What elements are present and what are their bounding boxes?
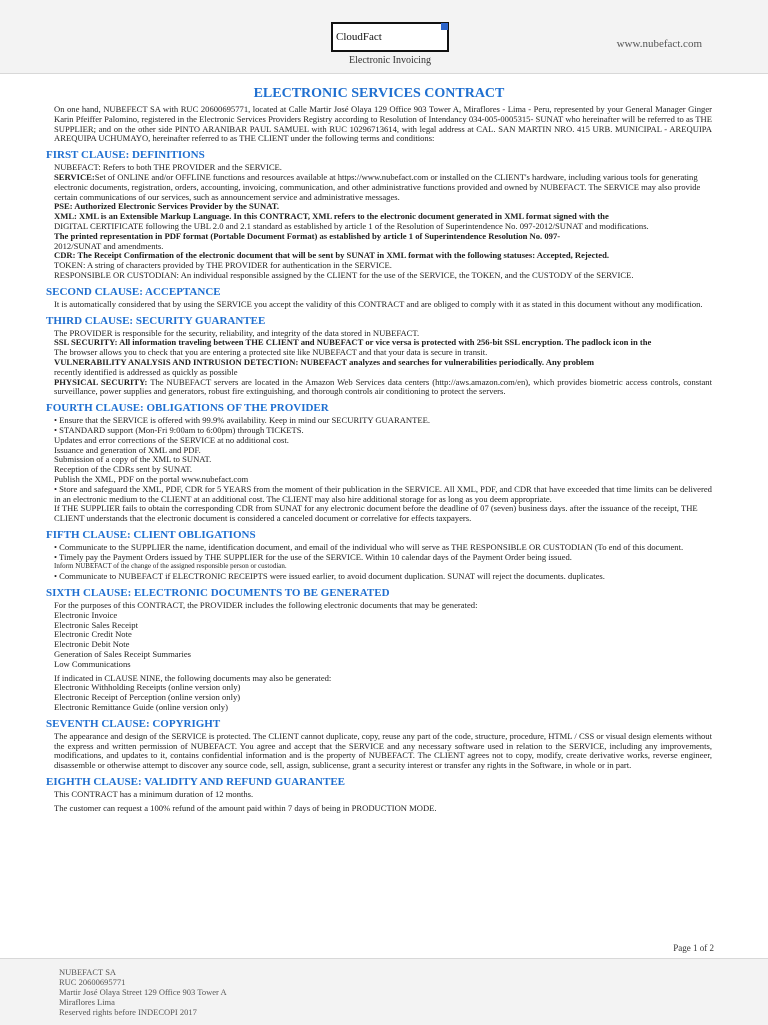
clause-2-line: It is automatically considered that by using the SERVICE you accept the validity of this CONTRACT and are obliged to comply with it as stated in this document without any modification.: [54, 298, 703, 309]
doc-type-item: Generation of Sales Receipt Summaries: [54, 649, 191, 660]
clause-4-line: • Store and safeguard the XML, PDF, CDR for 5 YEARS from the moment of their publication in the SERVICE. All XML, PDF, and CDR that have exceeded that time limits can be delivered in an electronic medium to the CLIENT at an additional cost. The CLIENT may also hire additional storage for as long as you deem appropriate.: [54, 483, 712, 504]
clause-1-heading: FIRST CLAUSE: DEFINITIONS: [46, 149, 205, 162]
clause-7-line: The appearance and design of the SERVICE is protected. The CLIENT cannot duplicate, copy, reuse any part of the code, structure, procedure, HTML / CSS or visual design elements without the express and written permission of NUBEFACT. You agree and accept that the SERVICE and any necessary software used in relation to the SERVICE, including any improvements, modifications, and updates to it, contains confidential information and is the property of NUBEFACT. The CLIENT agrees not to copy, modify, create derivative works, reverse engineer, disassemble or otherwise attempt to discover any source code, sell, assign, sublicense, grant a security interest or transfer any rights in the Software, in whole or in part.: [54, 730, 712, 771]
logo-corner-mark: [441, 23, 448, 30]
clause-5-line: • Communicate to NUBEFACT if ELECTRONIC RECEIPTS were issued earlier, to avoid document duplication. SUNAT will reject the documents. duplicates.: [54, 571, 605, 582]
clause-4-line: If THE SUPPLIER fails to obtain the corresponding CDR from SUNAT for any electronic document before the deadline of 07 (seven) business days. after the issuance of the receipt, THE CLIENT understands that the electronic document is considered a canceled document or correlative for effects taxpayers.: [54, 503, 698, 524]
clause-3-line: The PROVIDER is responsible for the security, reliability, and integrity of the data stored in NUBEFACT.: [54, 327, 420, 338]
clause-3-line: VULNERABILITY ANALYSIS AND INTRUSION DETECTION: NUBEFACT analyzes and searches for vulnerabilities periodically. Any problem: [54, 356, 595, 367]
logo-tagline: Electronic Invoicing: [349, 55, 431, 66]
clause-6-heading: SIXTH CLAUSE: ELECTRONIC DOCUMENTS TO BE GENERATED: [46, 587, 390, 600]
clause-4-line: Submission of a copy of the XML to SUNAT.: [54, 454, 212, 465]
clause-3-physical: [54, 378, 712, 398]
clause-2-heading: SECOND CLAUSE: ACCEPTANCE: [46, 285, 221, 298]
clause-3-line: SSL SECURITY: All information traveling between THE CLIENT and NUBEFACT or vice versa is protected with 256-bit SSL encryption. The padlock icon in the: [54, 337, 652, 348]
clause-1-line: DIGITAL CERTIFICATE following the UBL 2.0 and 2.1 standard as established by article 1 of the Resolution of Superintendence No. 097-2012/SUNAT and modifications.: [54, 220, 649, 231]
footer-rights: Reserved rights before INDECOPI 2017: [59, 1007, 197, 1017]
contract-body: [46, 85, 712, 814]
clause-5-line: • Timely pay the Payment Orders issued by THE SUPPLIER for the use of the SERVICE. Within 10 calendar days of the Payment Order being issued.: [54, 551, 572, 562]
clause-8-line: This CONTRACT has a minimum duration of 12 months.: [54, 789, 254, 800]
doc-type-item: Electronic Withholding Receipts (online version only): [54, 682, 241, 693]
doc-type-item: Electronic Invoice: [54, 609, 118, 620]
clause-5-line: • Communicate to the SUPPLIER the name, identification document, and email of the individual who will serve as THE RESPONSIBLE OR CUSTODIAN (To end of this document.: [54, 541, 684, 552]
clause-4-line: • STANDARD support (Mon-Fri 9:00am to 6:00pm) through TICKETS.: [54, 424, 304, 435]
clause-1-line: RESPONSIBLE OR CUSTODIAN: An individual responsible assigned by the CLIENT for the use of the SERVICE, the TOKEN, and the CUSTODY of the SERVICE.: [54, 269, 634, 280]
clause-6-intro-2: If indicated in CLAUSE NINE, the following documents may also be generated:: [54, 672, 332, 683]
clause-5-heading: FIFTH CLAUSE: CLIENT OBLIGATIONS: [46, 528, 256, 541]
clause-6-intro: For the purposes of this CONTRACT, the PROVIDER includes the following electronic documents that may be generated:: [54, 600, 478, 611]
clause-4-line: • Ensure that the SERVICE is offered with 99.9% availability. Keep in mind our SECURITY GUARANTEE.: [54, 415, 431, 426]
website-link[interactable]: www.nubefact.com: [616, 38, 702, 50]
clause-1-line: CDR: The Receipt Confirmation of the electronic document that will be sent by SUNAT in XML format with the following statuses: Accepted, Rejected.: [54, 250, 610, 261]
footer-company: NUBEFACT SA: [59, 967, 117, 977]
clause-8-heading: EIGHTH CLAUSE: VALIDITY AND REFUND GUARANTEE: [46, 776, 345, 789]
clause-4-line: Publish the XML, PDF on the portal www.nubefact.com: [54, 473, 249, 484]
term-physical-security: PHYSICAL SECURITY:: [54, 376, 148, 387]
clause-1-line: TOKEN: A string of characters provided by THE PROVIDER for authentication in the SERVICE.: [54, 260, 392, 271]
clause-1-line: The printed representation in PDF format (Portable Document Format) as established by article 1 of Superintendence Resolution No. 097-: [54, 230, 561, 241]
page-header: [0, 0, 768, 74]
logo-text: CloudFact: [336, 31, 382, 43]
clause-1-line: XML: XML is an Extensible Markup Language. In this CONTRACT, XML refers to the electronic document generated in XML format signed with the: [54, 211, 609, 222]
clause-8-line: The customer can request a 100% refund of the amount paid within 7 days of being in PRODUCTION MODE.: [54, 802, 437, 813]
clause-5-line: Inform NUBEFACT of the change of the assigned responsible person or custodian.: [54, 562, 287, 571]
clause-7-heading: SEVENTH CLAUSE: COPYRIGHT: [46, 717, 221, 730]
clause-3-heading: THIRD CLAUSE: SECURITY GUARANTEE: [46, 314, 266, 327]
doc-type-item: Electronic Remittance Guide (online version only): [54, 702, 228, 713]
page-footer: [0, 958, 768, 1025]
logo: [331, 22, 449, 52]
clause-4-line: Issuance and generation of XML and PDF.: [54, 444, 201, 455]
doc-type-item: Electronic Sales Receipt: [54, 619, 138, 630]
footer-address: Martir José Olaya Street 129 Office 903 Tower A: [59, 987, 227, 997]
clause-4-heading: FOURTH CLAUSE: OBLIGATIONS OF THE PROVIDER: [46, 402, 329, 415]
document-title: ELECTRONIC SERVICES CONTRACT: [253, 86, 505, 101]
term-service-def: Set of ONLINE and/or OFFLINE functions and resources available at https://www.nubefact.com or installed on the CLIENT's hardware, including various tools for generating electronic documents, registration, orders, accounting, invoicing, communication, and other administrative functions provided and owned by NUBEFACT. The SERVICE may also provide certain communications of our services, such as announcement service and administrative messages.: [54, 171, 701, 202]
clause-1-service: [54, 173, 712, 202]
term-service: SERVICE:: [54, 171, 95, 182]
page-number: Page 1 of 2: [673, 943, 714, 953]
doc-type-item: Electronic Debit Note: [54, 639, 130, 650]
clause-3-line: The browser allows you to check that you are entering a protected site like NUBEFACT and that your data is secure in transit.: [54, 347, 488, 358]
clause-3-line: recently identified is addressed as quickly as possible: [54, 366, 238, 377]
doc-type-item: Low Communications: [54, 658, 131, 669]
clause-4-line: Reception of the CDRs sent by SUNAT.: [54, 464, 193, 475]
doc-type-item: Electronic Credit Note: [54, 629, 132, 640]
clause-1-line: 2012/SUNAT and amendments.: [54, 240, 164, 251]
doc-type-item: Electronic Receipt of Perception (online version only): [54, 692, 241, 703]
clause-1-line: NUBEFACT: Refers to both THE PROVIDER and the SERVICE.: [54, 162, 282, 173]
clause-4-line: Updates and error corrections of the SERVICE at no additional cost.: [54, 434, 289, 445]
clause-1-line: PSE: Authorized Electronic Services Provider by the SUNAT.: [54, 201, 280, 212]
footer-text: [59, 967, 227, 1017]
footer-ruc: RUC 20600695771: [59, 977, 126, 987]
footer-city: Miraflores Lima: [59, 997, 115, 1007]
term-physical-security-def: The NUBEFACT servers are located in the Amazon Web Services data centers (http://aws.amazon.com/en), which provides biometric access controls, constant surveillance, power supplies and generators, robust fire extinguishing, and thorough controls air conditioning to protect the servers.: [54, 376, 712, 397]
intro-paragraph: On one hand, NUBEFECT SA with RUC 20600695771, located at Calle Martir José Olaya 129 Office 903 Tower A, Miraflores - Lima - Peru, represented by your General Manager Ginger Karin Pfeiffer Palomino, registered in the Electronic Services Providers Registry according to Resolution of Intendancy 034-005-0005315- SUNAT who hereinafter will be referred to as THE SUPPLIER; and on the other side PINTO ARANIBAR PAUL SAMUEL with RUC 10296713614, with legal address at CAL. SAN MARTIN NRO. 415 URB. MUNICIPAL - AREQUIPA AREQUIPA UCHUMAYO, hereinafter referred to as THE CLIENT under the following terms and conditions:: [54, 104, 712, 144]
